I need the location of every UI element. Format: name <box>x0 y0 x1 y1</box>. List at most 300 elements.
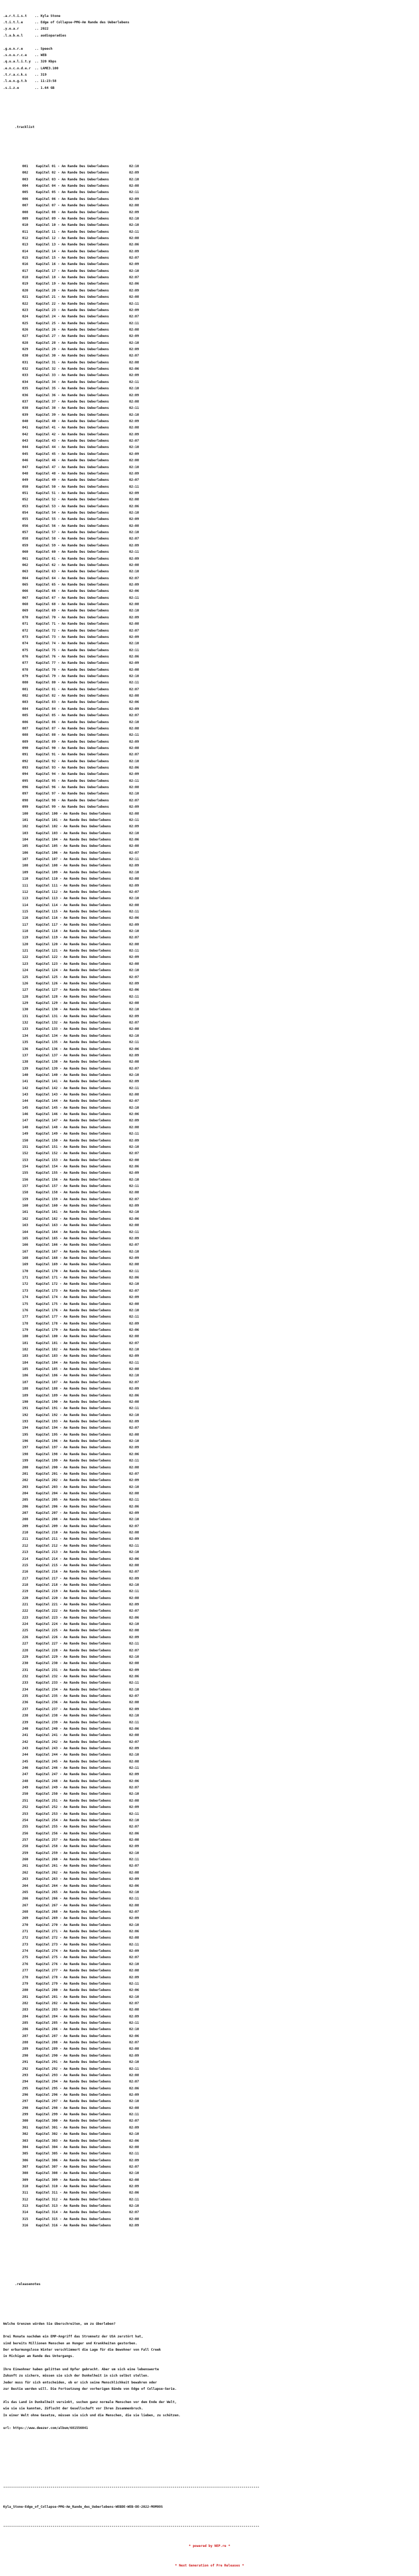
track-row <box>22 1621 419 1628</box>
track-number: 033 <box>22 373 29 378</box>
track-title: Kapitel 40 - Am Rande Des Ueberlebens <box>36 419 109 423</box>
track-number: 022 <box>22 302 29 306</box>
track-number: 025 <box>22 321 29 325</box>
track-duration: 02:08 <box>129 524 139 528</box>
track-row <box>22 516 419 523</box>
track-number: 267 <box>22 1903 29 1907</box>
track-number: 189 <box>22 1393 29 1397</box>
track-number: 212 <box>22 1543 29 1548</box>
track-number: 138 <box>22 1060 29 1064</box>
track-duration: 02:08 <box>129 2178 139 2182</box>
track-duration: 02:11 <box>129 1315 139 1319</box>
track-number: 167 <box>22 1249 29 1254</box>
track-title: Kapitel 236 - Am Rande Des Ueberlebens <box>36 1701 111 1705</box>
track-row <box>22 2125 419 2131</box>
track-row <box>22 1843 419 1850</box>
track-duration: 02:08 <box>129 2145 139 2149</box>
meta-key: .g.e.n.r.e <box>3 47 35 51</box>
track-duration: 02:07 <box>129 1740 139 1744</box>
track-duration: 02:07 <box>129 1524 139 1528</box>
track-title: Kapitel 98 - Am Rande Des Ueberlebens <box>36 798 109 802</box>
track-row <box>22 418 419 425</box>
track-row <box>22 739 419 745</box>
track-title: Kapitel 195 - Am Rande Des Ueberlebens <box>36 1432 111 1437</box>
track-row <box>22 288 419 294</box>
track-title: Kapitel 290 - Am Rande Des Ueberlebens <box>36 2053 111 2058</box>
track-number: 205 <box>22 1498 29 1502</box>
track-duration: 02:08 <box>129 1191 139 1195</box>
track-number: 206 <box>22 1504 29 1509</box>
track-number: 158 <box>22 1191 29 1195</box>
meta-separator: .. <box>34 66 41 70</box>
track-title: Kapitel 189 - Am Rande Des Ueberlebens <box>36 1393 111 1397</box>
track-number: 245 <box>22 1759 29 1764</box>
track-row <box>22 791 419 797</box>
track-row <box>22 981 419 987</box>
track-number: 002 <box>22 171 29 175</box>
track-row <box>22 641 419 647</box>
track-row <box>22 392 419 399</box>
track-row <box>22 1536 419 1542</box>
track-title: Kapitel 284 - Am Rande Des Ueberlebens <box>36 2014 111 2018</box>
spacer <box>0 105 419 111</box>
track-title: Kapitel 87 - Am Rande Des Ueberlebens <box>36 726 109 730</box>
track-row <box>22 1654 419 1660</box>
track-number: 222 <box>22 1609 29 1613</box>
track-row <box>22 1752 419 1758</box>
track-duration: 02:08 <box>129 1125 139 1129</box>
track-row <box>22 1817 419 1824</box>
track-row <box>22 2151 419 2157</box>
meta-separator: .. <box>34 60 41 64</box>
track-title: Kapitel 267 - Am Rande Des Ueberlebens <box>36 1903 111 1907</box>
track-duration: 02:08 <box>129 360 139 364</box>
track-row <box>22 634 419 641</box>
meta-value: 11:23:58 <box>40 79 57 84</box>
track-title: Kapitel 212 - Am Rande Des Ueberlebens <box>36 1543 111 1548</box>
track-number: 005 <box>22 190 29 195</box>
track-duration: 02:07 <box>129 2164 139 2169</box>
track-number: 049 <box>22 478 29 482</box>
track-row <box>22 1563 419 1569</box>
source-url[interactable]: url: https://www.deezer.com/album/681556041 <box>3 2426 88 2431</box>
track-row <box>22 909 419 915</box>
track-number: 248 <box>22 1779 29 1783</box>
track-row <box>22 2118 419 2124</box>
track-duration: 02:06 <box>129 1884 139 1888</box>
track-duration: 02:09 <box>129 1295 139 1300</box>
track-duration: 02:10 <box>129 969 139 973</box>
track-title: Kapitel 84 - Am Rande Des Ueberlebens <box>36 707 109 711</box>
meta-row <box>3 13 419 20</box>
track-row <box>22 1804 419 1811</box>
track-row <box>22 1634 419 1641</box>
track-row <box>22 1177 419 1183</box>
track-title: Kapitel 305 - Am Rande Des Ueberlebens <box>36 2152 111 2156</box>
track-number: 008 <box>22 210 29 214</box>
track-duration: 02:09 <box>129 615 139 619</box>
track-row <box>22 1445 419 1451</box>
track-number: 223 <box>22 1615 29 1620</box>
track-duration: 02:08 <box>129 1903 139 1907</box>
track-row <box>22 2092 419 2098</box>
track-duration: 02:08 <box>129 811 139 816</box>
track-duration: 02:07 <box>129 1099 139 1103</box>
track-title: Kapitel 160 - Am Rande Des Ueberlebens <box>36 1204 111 1208</box>
track-duration: 02:09 <box>129 1844 139 1849</box>
powered-by: * powered by NEP.re * <box>188 2544 231 2548</box>
track-number: 179 <box>22 1328 29 1332</box>
track-title: Kapitel 268 - Am Rande Des Ueberlebens <box>36 1910 111 1914</box>
track-row <box>22 1746 419 1752</box>
track-duration: 02:08 <box>129 942 139 946</box>
track-title: Kapitel 65 - Am Rande Des Ueberlebens <box>36 582 109 587</box>
track-title: Kapitel 163 - Am Rande Des Ueberlebens <box>36 1223 111 1228</box>
track-duration: 02:10 <box>129 1413 139 1417</box>
track-duration: 02:06 <box>129 1217 139 1221</box>
track-duration: 02:07 <box>129 1380 139 1384</box>
track-number: 310 <box>22 2185 29 2189</box>
track-title: Kapitel 37 - Am Rande Des Ueberlebens <box>36 399 109 404</box>
track-row <box>22 1556 419 1563</box>
track-duration: 02:10 <box>129 1374 139 1378</box>
track-number: 144 <box>22 1099 29 1103</box>
track-duration: 02:06 <box>129 504 139 508</box>
track-row <box>22 2053 419 2059</box>
track-duration: 02:08 <box>129 1759 139 1764</box>
track-title: Kapitel 297 - Am Rande Des Ueberlebens <box>36 2099 111 2104</box>
track-title: Kapitel 310 - Am Rande Des Ueberlebens <box>36 2185 111 2189</box>
track-number: 037 <box>22 399 29 404</box>
track-title: Kapitel 273 - Am Rande Des Ueberlebens <box>36 1942 111 1947</box>
track-title: Kapitel 04 - Am Rande Des Ueberlebens <box>36 184 109 188</box>
track-row <box>22 1000 419 1007</box>
track-title: Kapitel 51 - Am Rande Des Ueberlebens <box>36 491 109 495</box>
track-title: Kapitel 146 - Am Rande Des Ueberlebens <box>36 1112 111 1117</box>
track-duration: 02:10 <box>129 570 139 574</box>
track-duration: 02:08 <box>129 1701 139 1705</box>
track-number: 251 <box>22 1798 29 1803</box>
track-number: 057 <box>22 531 29 535</box>
track-title: Kapitel 127 - Am Rande Des Ueberlebens <box>36 988 111 992</box>
track-number: 111 <box>22 883 29 888</box>
track-row <box>22 1170 419 1176</box>
track-number: 217 <box>22 1576 29 1581</box>
track-number: 298 <box>22 2106 29 2110</box>
track-row <box>22 1425 419 1431</box>
track-duration: 02:11 <box>129 550 139 554</box>
track-title: Kapitel 144 - Am Rande Des Ueberlebens <box>36 1099 111 1103</box>
track-number: 075 <box>22 648 29 652</box>
track-number: 168 <box>22 1256 29 1260</box>
note-line: sind bereits Millionen Menschen an Hunger und Krankheiten gestorben. <box>3 2341 138 2345</box>
track-row <box>22 1987 419 1994</box>
track-number: 266 <box>22 1897 29 1901</box>
track-number: 020 <box>22 288 29 293</box>
track-number: 132 <box>22 1021 29 1025</box>
track-row <box>22 2112 419 2118</box>
track-row <box>22 2020 419 2026</box>
track-title: Kapitel 263 - Am Rande Des Ueberlebens <box>36 1877 111 1881</box>
track-title: Kapitel 66 - Am Rande Des Ueberlebens <box>36 589 109 593</box>
track-number: 299 <box>22 2113 29 2117</box>
track-row <box>22 1190 419 1196</box>
track-duration: 02:07 <box>129 1956 139 1960</box>
spacer <box>0 2464 419 2471</box>
track-number: 103 <box>22 831 29 835</box>
track-duration: 02:11 <box>129 596 139 600</box>
track-number: 306 <box>22 2158 29 2162</box>
meta-separator: .. <box>34 72 41 77</box>
track-title: Kapitel 30 - Am Rande Des Ueberlebens <box>36 354 109 358</box>
track-title: Kapitel 125 - Am Rande Des Ueberlebens <box>36 975 111 979</box>
track-title: Kapitel 188 - Am Rande Des Ueberlebens <box>36 1387 111 1391</box>
track-duration: 02:10 <box>129 1890 139 1894</box>
note-line: Drei Monate nachdem ein EMP-Angriff das Stromnetz der USA zerstört hat, <box>3 2335 143 2339</box>
track-duration: 02:06 <box>129 1504 139 1509</box>
track-row <box>22 2046 419 2052</box>
track-row <box>22 1602 419 1608</box>
track-number: 136 <box>22 1047 29 1051</box>
track-duration: 02:06 <box>129 700 139 705</box>
track-number: 238 <box>22 1714 29 1718</box>
track-duration: 02:07 <box>129 1694 139 1698</box>
track-row <box>22 2164 419 2170</box>
track-number: 131 <box>22 1014 29 1018</box>
track-duration: 02:07 <box>129 276 139 280</box>
track-duration: 02:08 <box>129 668 139 672</box>
track-number: 186 <box>22 1374 29 1378</box>
track-number: 001 <box>22 164 29 168</box>
track-number: 043 <box>22 439 29 443</box>
track-duration: 02:09 <box>129 2014 139 2018</box>
track-number: 208 <box>22 1518 29 1522</box>
track-title: Kapitel 02 - Am Rande Des Ueberlebens <box>36 171 109 175</box>
track-title: Kapitel 194 - Am Rande Des Ueberlebens <box>36 1426 111 1430</box>
track-title: Kapitel 202 - Am Rande Des Ueberlebens <box>36 1478 111 1483</box>
track-title: Kapitel 116 - Am Rande Des Ueberlebens <box>36 916 111 920</box>
track-row <box>22 1628 419 1634</box>
track-title: Kapitel 258 - Am Rande Des Ueberlebens <box>36 1844 111 1849</box>
track-row <box>22 484 419 490</box>
track-row <box>22 1543 419 1549</box>
track-row <box>22 372 419 379</box>
track-number: 220 <box>22 1596 29 1600</box>
track-row <box>22 1771 419 1778</box>
track-row <box>22 935 419 941</box>
track-title: Kapitel 309 - Am Rande Des Ueberlebens <box>36 2178 111 2182</box>
track-title: Kapitel 213 - Am Rande Des Ueberlebens <box>36 1550 111 1555</box>
track-title: Kapitel 97 - Am Rande Des Ueberlebens <box>36 792 109 796</box>
track-number: 122 <box>22 955 29 960</box>
meta-key: .s.i.z.e <box>3 86 35 90</box>
track-row <box>22 1242 419 1248</box>
track-title: Kapitel 95 - Am Rande Des Ueberlebens <box>36 779 109 783</box>
track-duration: 02:11 <box>129 1132 139 1136</box>
track-row <box>22 2138 419 2144</box>
track-row <box>22 1131 419 1137</box>
track-row <box>22 1517 419 1523</box>
track-number: 106 <box>22 851 29 855</box>
meta-row <box>3 33 419 39</box>
track-number: 235 <box>22 1694 29 1698</box>
track-row <box>22 1399 419 1405</box>
track-row <box>22 222 419 229</box>
track-title: Kapitel 243 - Am Rande Des Ueberlebens <box>36 1746 111 1750</box>
track-row <box>22 1412 419 1419</box>
track-row <box>22 1039 419 1046</box>
track-row <box>22 1961 419 1968</box>
track-number: 276 <box>22 1962 29 1966</box>
track-duration: 02:07 <box>129 687 139 691</box>
track-row <box>22 1294 419 1301</box>
track-duration: 02:10 <box>129 1485 139 1489</box>
track-row <box>22 588 419 595</box>
track-number: 125 <box>22 975 29 979</box>
track-number: 055 <box>22 517 29 522</box>
track-row <box>22 301 419 307</box>
track-number: 092 <box>22 759 29 763</box>
track-duration: 02:09 <box>129 2224 139 2228</box>
track-duration: 02:10 <box>129 1655 139 1659</box>
track-number: 311 <box>22 2191 29 2195</box>
track-title: Kapitel 38 - Am Rande Des Ueberlebens <box>36 406 109 410</box>
track-title: Kapitel 142 - Am Rande Des Ueberlebens <box>36 1086 111 1090</box>
track-duration: 02:10 <box>129 511 139 515</box>
track-duration: 02:08 <box>129 399 139 404</box>
track-row <box>22 1824 419 1830</box>
track-row <box>22 673 419 680</box>
track-number: 230 <box>22 1661 29 1666</box>
track-number: 198 <box>22 1452 29 1456</box>
track-duration: 02:08 <box>129 1733 139 1738</box>
track-number: 018 <box>22 276 29 280</box>
track-duration: 02:07 <box>129 1289 139 1293</box>
track-title: Kapitel 186 - Am Rande Des Ueberlebens <box>36 1374 111 1378</box>
track-row <box>22 942 419 948</box>
track-row <box>22 2223 419 2229</box>
track-number: 316 <box>22 2224 29 2228</box>
track-title: Kapitel 70 - Am Rande Des Ueberlebens <box>36 615 109 619</box>
track-number: 044 <box>22 445 29 450</box>
track-duration: 02:09 <box>129 1773 139 1777</box>
track-title: Kapitel 03 - Am Rande Des Ueberlebens <box>36 177 109 181</box>
track-row <box>22 235 419 242</box>
track-row <box>22 1811 419 1817</box>
track-duration: 02:08 <box>129 1798 139 1803</box>
track-title: Kapitel 06 - Am Rande Des Ueberlebens <box>36 197 109 201</box>
track-title: Kapitel 20 - Am Rande Des Ueberlebens <box>36 288 109 293</box>
track-duration: 02:09 <box>129 1576 139 1581</box>
track-title: Kapitel 56 - Am Rande Des Ueberlebens <box>36 524 109 528</box>
track-duration: 02:07 <box>129 628 139 633</box>
track-row <box>22 327 419 333</box>
track-title: Kapitel 15 - Am Rande Des Ueberlebens <box>36 256 109 260</box>
track-row <box>22 1922 419 1929</box>
track-row <box>22 1687 419 1693</box>
track-duration: 02:09 <box>129 635 139 639</box>
track-number: 063 <box>22 570 29 574</box>
track-number: 110 <box>22 877 29 881</box>
track-number: 133 <box>22 1027 29 1031</box>
track-number: 074 <box>22 642 29 646</box>
track-duration: 02:10 <box>129 2204 139 2208</box>
track-number: 296 <box>22 2093 29 2097</box>
track-title: Kapitel 35 - Am Rande Des Ueberlebens <box>36 387 109 391</box>
track-row <box>22 163 419 170</box>
track-number: 274 <box>22 1949 29 1953</box>
track-row <box>22 1066 419 1072</box>
track-row <box>22 759 419 765</box>
track-title: Kapitel 276 - Am Rande Des Ueberlebens <box>36 1962 111 1966</box>
track-number: 279 <box>22 1981 29 1986</box>
track-title: Kapitel 139 - Am Rande Des Ueberlebens <box>36 1066 111 1071</box>
track-title: Kapitel 245 - Am Rande Des Ueberlebens <box>36 1759 111 1764</box>
track-duration: 02:08 <box>129 1432 139 1437</box>
track-number: 288 <box>22 2041 29 2045</box>
track-duration: 02:06 <box>129 1615 139 1620</box>
track-number: 191 <box>22 1406 29 1411</box>
track-title: Kapitel 311 - Am Rande Des Ueberlebens <box>36 2191 111 2195</box>
releasenotes-title: .releasenotes <box>15 2282 41 2287</box>
track-row <box>22 353 419 359</box>
track-duration: 02:10 <box>129 531 139 535</box>
track-duration: 02:09 <box>129 1014 139 1018</box>
track-number: 064 <box>22 576 29 580</box>
track-duration: 02:07 <box>129 1152 139 1156</box>
track-duration: 02:11 <box>129 1230 139 1234</box>
track-duration: 02:07 <box>129 1825 139 1829</box>
track-number: 270 <box>22 1923 29 1927</box>
track-number: 286 <box>22 2027 29 2032</box>
track-duration: 02:11 <box>129 994 139 999</box>
track-row <box>22 1098 419 1104</box>
track-title: Kapitel 169 - Am Rande Des Ueberlebens <box>36 1263 111 1267</box>
track-duration: 02:06 <box>129 1328 139 1332</box>
track-duration: 02:07 <box>129 1021 139 1025</box>
track-duration: 02:06 <box>129 1047 139 1051</box>
track-row <box>22 608 419 614</box>
track-number: 017 <box>22 269 29 273</box>
track-title: Kapitel 246 - Am Rande Des Ueberlebens <box>36 1766 111 1770</box>
track-title: Kapitel 131 - Am Rande Des Ueberlebens <box>36 1014 111 1018</box>
track-duration: 02:11 <box>129 2113 139 2117</box>
track-title: Kapitel 108 - Am Rande Des Ueberlebens <box>36 864 111 868</box>
track-title: Kapitel 130 - Am Rande Des Ueberlebens <box>36 1008 111 1012</box>
track-duration: 02:07 <box>129 1786 139 1790</box>
track-row <box>22 876 419 882</box>
meta-value: Kyla Stone <box>40 14 61 18</box>
track-title: Kapitel 205 - Am Rande Des Ueberlebens <box>36 1498 111 1502</box>
track-title: Kapitel 31 - Am Rande Des Ueberlebens <box>36 360 109 364</box>
track-row <box>22 1380 419 1386</box>
track-number: 101 <box>22 818 29 822</box>
track-number: 293 <box>22 2073 29 2077</box>
track-row <box>22 346 419 353</box>
meta-row <box>3 78 419 85</box>
track-duration: 02:08 <box>129 962 139 966</box>
track-number: 137 <box>22 1053 29 1057</box>
track-duration: 02:09 <box>129 707 139 711</box>
track-row <box>22 529 419 536</box>
track-row <box>22 405 419 412</box>
track-duration: 02:08 <box>129 1465 139 1469</box>
track-row <box>22 1863 419 1869</box>
track-title: Kapitel 238 - Am Rande Des Ueberlebens <box>36 1714 111 1718</box>
track-number: 229 <box>22 1655 29 1659</box>
divider-line: ---------------------------------------------------------------------------------------------------------------------------------- <box>3 2524 260 2528</box>
track-row <box>22 1615 419 1621</box>
